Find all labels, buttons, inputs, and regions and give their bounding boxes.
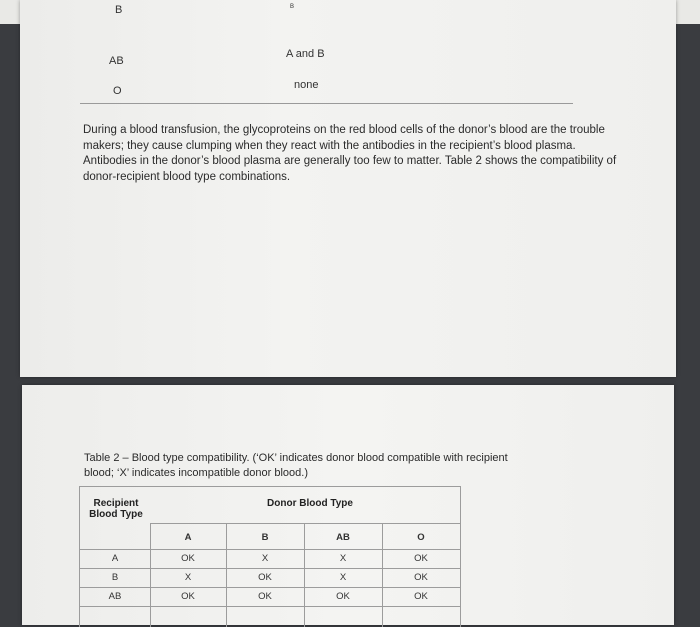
prev-table-antigen-o: none: [294, 79, 319, 91]
table-cell: OK: [181, 553, 195, 564]
table-cell: X: [184, 572, 192, 583]
compatibility-table: [79, 486, 461, 627]
table-cell: OK: [336, 591, 350, 602]
table-bottom-rule: [80, 103, 573, 104]
grid-line: [80, 606, 460, 607]
table-cell: X: [261, 553, 269, 564]
table-cell: OK: [414, 572, 428, 583]
table-cell: OK: [414, 591, 428, 602]
prev-table-type-o: O: [113, 85, 122, 97]
recipient-type-ab: AB: [108, 591, 122, 602]
grid-line: [150, 523, 460, 524]
grid-line: [80, 568, 460, 569]
donor-type-ab: AB: [336, 532, 350, 543]
table-cell: OK: [258, 572, 272, 583]
donor-type-b: B: [261, 532, 269, 543]
donor-type-a: A: [184, 532, 192, 543]
donor-type-o: O: [417, 532, 425, 543]
prev-table-antigen-b: B: [290, 4, 295, 10]
prev-table-type-b: B: [115, 4, 123, 16]
table-cell: X: [339, 572, 347, 583]
grid-line: [80, 549, 460, 550]
table-cell: X: [339, 553, 347, 564]
table-cell: OK: [414, 553, 428, 564]
table-cell: OK: [258, 591, 272, 602]
document-page-2: [22, 385, 674, 625]
table-cell: OK: [181, 591, 195, 602]
donor-header: Donor Blood Type: [267, 498, 353, 509]
recipient-header: Recipient Blood Type: [89, 498, 143, 520]
document-page-1: [20, 0, 676, 377]
table-2-caption: Table 2 – Blood type compatibility. (‘OK’ indicates donor blood compatible with recipient blood; ‘X’ indicates incompatible donor blood.): [84, 452, 508, 479]
transfusion-paragraph: During a blood transfusion, the glycoproteins on the red blood cells of the donor’s blood are the trouble makers; they cause clumping when they react with the antibodies in the recipient’s blood plasma. Antibodies in the donor’s blood plasma are generally too few to matter. Table 2 shows the compatibility of donor-recipient blood type combinations.: [83, 124, 617, 183]
recipient-type-b: B: [111, 572, 119, 583]
grid-line: [80, 587, 460, 588]
recipient-type-a: A: [111, 553, 119, 564]
prev-table-antigen-ab: A and B: [286, 48, 325, 60]
prev-table-type-ab: AB: [109, 55, 124, 67]
